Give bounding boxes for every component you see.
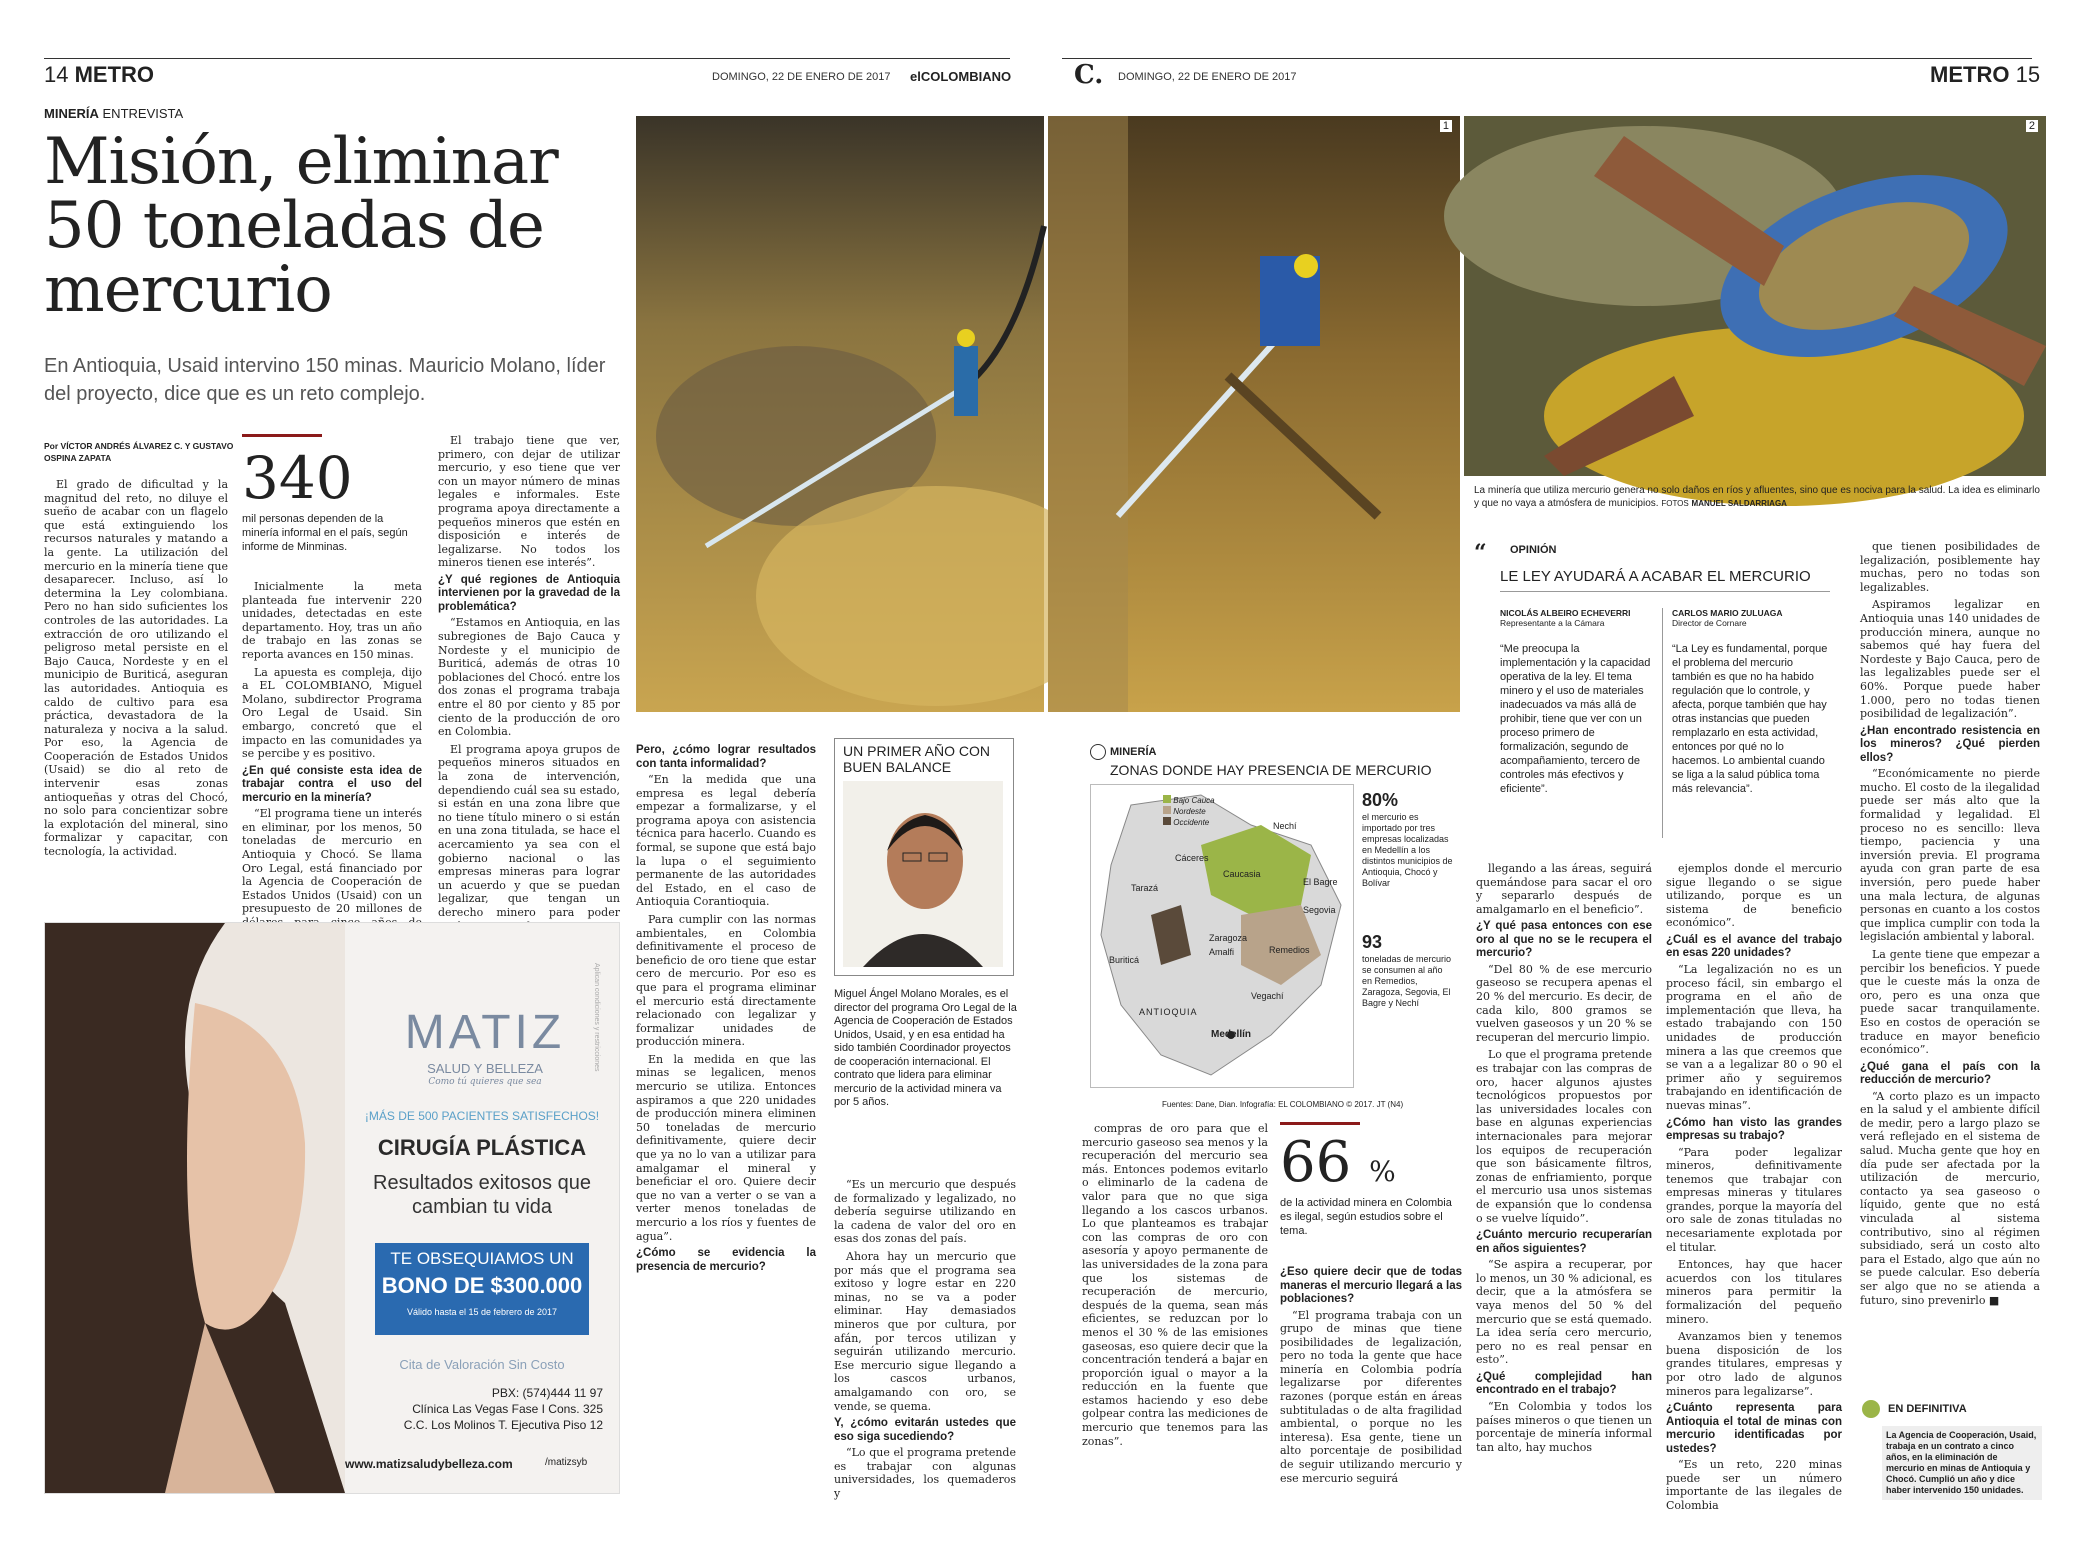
byline: Por VÍCTOR ANDRÉS ÁLVAREZ C. Y GUSTAVO OSPINA ZAPATA bbox=[44, 441, 234, 463]
place-segovia: Segovia bbox=[1303, 905, 1336, 915]
stat-accent bbox=[242, 434, 322, 437]
col-2: Inicialmente la meta planteada fue intervenir 220 unidades, detectadas en este departamento. Hoy, tras un año de trabajo en las zonas se reporta avances en 150 minas. La apuesta es compleja, dijo a EL COLOMBIANO, Miguel Molano, subdirector Programa Oro Legal de Usaid. Sin embargo, concretó que el impacto en las comunidades ya se percibe y es positivo. ¿En qué consiste esta idea de trabajar contra el uso del mercurio en la minería? “El programa tiene un interés en eliminar, por los menos, 50 toneladas de mercurio en Antioquia y Chocó. Se llama Oro Legal, está financiado por la Agencia de Cooperación de Estados Unidos (Usaid) con un presupuesto de 20 millones de bbox=[242, 580, 422, 916]
ad-valid: Válido hasta el 15 de febrero de 2017 bbox=[406, 1307, 558, 1317]
map-infographic bbox=[1086, 740, 1456, 1100]
col-1: El grado de dificultad y la magnitud del reto, no diluye el sueño de acabar con un flagelo que está extinguiendo los recursos naturales y matando a la gente. La utilización del mercurio en la minería tiene que desaparecer. Incluso, así lo determina la Ley colombiana. Pero no han sido suficientes los controles de las autoridades. La extracción de oro utilizando el peligroso metal persiste en el Bajo Cauca, Nordeste y en el municipio de Buriticá, aseguran las autoridades. Antioquia es caldo de cultivo para esa práctica, devastadora de la naturaleza y nociva a la salud. Por eso, la Agencia de Cooperación de Estados Unidos (Usaid) se dio al reto de intervenir esas zonas antioqueñas y otras del Chocó, no solo para concientizar sobre la explotación del mineral, sino formalizar y capacitar, con tecnología, la actividad. bbox=[44, 478, 228, 859]
dateline-right: DOMINGO, 22 DE ENERO DE 2017 bbox=[1118, 71, 1297, 83]
header-rule-right bbox=[1062, 58, 2032, 59]
ad-bono-box[interactable] bbox=[375, 1243, 589, 1335]
ad-matiz[interactable] bbox=[44, 922, 620, 1494]
photo-caption: La minería que utiliza mercurio genera no solo daños en ríos y afluentes, sino que es nociva para la salud. La idea es eliminarlo y que no vaya a atmósfera de municipios. FOTOS MANUEL SALDARRIAGA bbox=[1474, 485, 2040, 509]
place-caceres: Cáceres bbox=[1175, 853, 1209, 863]
deck: En Antioquia, Usaid intervino 150 minas. Mauricio Molano, líder del proyecto, dice que es un reto complejo. bbox=[44, 355, 606, 405]
quote-icon: “ bbox=[1474, 540, 1487, 566]
logo-c: C. bbox=[1074, 60, 1104, 90]
place-antioquia: ANTIOQUIA bbox=[1139, 1007, 1198, 1017]
en-definitiva-label: EN DEFINITIVA bbox=[1888, 1403, 1967, 1415]
stat-340-number: 340 bbox=[242, 444, 353, 512]
col-9: ejemplos donde el mercurio sigue llegando o se sigue utilizando, porque es un sistema de beneficio económico”. ¿Cuál es el avance del trabajo en esas 220 unidades? “La legalización no es un proceso fácil, sin embargo el programa en el año de implementación que lleva, ha estado trabajando con 150 unidades de producción minera a las que creemos que se van a a legalizar 80 o 90 el primer año y seguiremos trabajando en identificación de nuevas minas”. ¿Cómo han visto las grandes empresas su trabajo? “Para poder legalizar mineros, definitivamente tenemos que trabajar con empresas mineras y titulares grandes, porque la mayoría del oro sale de zonas tituladas no necesariamente explotada por el titular. Entonces, hay que hacer acuerdos con los titulares mineros para permitir la formalización del pequeño minero. Avanzamos bien y tenemos buena disposición de los grandes titulares, empresas y por otro lado de algunos mineros para legalizarse”. ¿Cuánto representa para Antioquia el total de minas con mercurio identificadas por ustedes? “Es un reto, 220 minas puede ser un número importante de las ilegales de Colombia bbox=[1666, 862, 1842, 1512]
col-4: Pero, ¿cómo lograr resultados con tanta informalidad? “En la medida que una empresa es legal debería empezar a formalizarse, y el programa apoya con asistencia técnica para hacerlo. Cuando es formal, se supone que está bajo la lupa o el seguimiento permanente de las autoridades del Estado, en el caso de Antioquia Corantioquia. Para cumplir con las normas ambientales, en Colombia definitivamente el proceso de beneficio de oro tiene que estar cero de mercurio. Por eso es que para el programa eliminar el mercurio está directamente relacionado con legalizar y formalizar unidades de producción minera. En la medida en que las minas se legalicen, menos mercurio se utiliza. Entonces aspiramos a que 220 unidades de producción minera eliminen 50 toneladas de mercurio definitivamente, quiere decir que ya no lo van a utilizar para amalgamar el mineral y beneficiar el oro. Quiere decir que no van a verter o se van a verter menos toneladas de mercurio a los ríos y fuentes de agua”. ¿Cómo se evidencia la presencia de mercurio? bbox=[636, 744, 816, 1273]
map-source: Fuentes: Dane, Dian. Infografía: EL COLOMBIANO © 2017. JT (N4) bbox=[1162, 1100, 1404, 1109]
photo-hands-bowl bbox=[1464, 116, 2046, 476]
place-vegachi: Vegachí bbox=[1251, 991, 1284, 1001]
en-definitiva-text: La Agencia de Cooperación, Usaid, trabaja en un contrato a cinco años, en la eliminación de mercurio en minas de Antioquia y Chocó. Cumplió un año y dice haber intervenido 150 unidades. bbox=[1882, 1426, 2042, 1500]
ad-brand-tag: Como tú quieres que sea bbox=[428, 1077, 542, 1087]
map-legend: Bajo Cauca Nordeste Occidente bbox=[1163, 795, 1215, 828]
ad-bono: BONO DE $300.000 bbox=[381, 1273, 583, 1298]
stat-66-accent bbox=[1280, 1122, 1360, 1125]
profile-caption: Miguel Ángel Molano Morales, es el director del programa Oro Legal de la Agencia de Cooperación de Estados Unidos, Usaid, y en esa entidad ha sido también Coordinador proyectos de cooperación internacional. El contrato que lidera para eliminar mercurio de la actividad minera va por 5 años. bbox=[834, 988, 1017, 1108]
opinion-label: OPINIÓN bbox=[1510, 544, 1557, 556]
opinion-title: LE LEY AYUDARÁ A ACABAR EL MERCURIO bbox=[1500, 568, 1830, 592]
ad-service: CIRUGÍA PLÁSTICA bbox=[377, 1135, 587, 1160]
col-3: El trabajo tiene que ver, primero, con dejar de utilizar mercurio, y eso tiene que ver con un mayor número de minas legales e informales. Este programa apoya directamente a pequeños mineros que estén en disposición e interés de legalizarse. No todos los mineros tienen ese interés”. ¿Y qué regiones de Antioquia intervienen por la gravedad de la problemática? “Estamos en Antioquia, en las subregiones de Bajo Cauca y Nordeste y el municipio de Buriticá, además de otras 10 poblaciones del Chocó. entre los dos zonas el programa trabaja entre el 80 por ciento y 85 por ciento de la producción de oro en Colombia. El programa apoya grupos de pequeños mineros situados en la zona de intervención, dependiendo cuál sea su estado, si están en una zona libre que no tiene título minero o si están en una zona titulada, se hace el acercamiento ya sea con el gobierno nacional o las empresas mineras para lograr un acuerdo y que se puedan legalizar, que tengan un derecho minero para poder bbox=[438, 434, 620, 919]
map-stat2-text: toneladas de mercurio se consumen al año en Remedios, Zaragoza, Segovia, El Bagre y Nechí bbox=[1362, 954, 1452, 1008]
pickaxe-icon bbox=[1090, 744, 1106, 760]
kicker: MINERÍA ENTREVISTA bbox=[44, 106, 184, 121]
stat-340-text: mil personas dependen de la minería informal en el país, según informe de Minminas. bbox=[242, 513, 408, 553]
photo-number-1: 1 bbox=[1440, 120, 1452, 132]
ad-phone: PBX: (574)444 11 97 bbox=[491, 1386, 603, 1400]
place-nechi: Nechí bbox=[1273, 821, 1297, 831]
col-7: ¿Eso quiere decir que de todas maneras el mercurio llegará a las poblaciones? “El programa trabaja con un grupo de minas que tiene posibilidades de legalización, pero no toda la gente que hace minería en Colombia podría legalizarse por diferentes razones (porque están en áreas subtituladas o de alta fragilidad ambiental, o porque no les interesa). Esa gente, tiene un alto porcentaje de posibilidad de seguir utilizando mercurio y ese mercurio seguirá bbox=[1280, 1266, 1462, 1485]
opinion-author-2: CARLOS MARIO ZULUAGA Director de Cornare “La Ley es fundamental, porque el problema del mercurio también es que no ha habido regulación que lo controle, y afecta, porque también que hay otras instancias que pueden remplazarlo en esta actividad, entonces por qué no lo hacemos. Lo ambiental cuando se liga a la salud pública toma más relevancia”. bbox=[1672, 608, 1828, 795]
map-kicker: MINERÍA bbox=[1110, 746, 1157, 758]
ad-address: C.C. Los Molinos T. Ejecutiva Piso 12 bbox=[403, 1418, 603, 1432]
opinion-divider bbox=[1662, 608, 1663, 838]
ad-cita: Cita de Valoración Sin Costo bbox=[399, 1357, 565, 1372]
check-icon bbox=[1862, 1400, 1880, 1418]
headline: Misión, eliminar 50 toneladas de mercurio bbox=[44, 125, 558, 327]
stat-66-text: de la actividad minera en Colombia es ilegal, según estudios sobre el tema. bbox=[1280, 1197, 1452, 1237]
ad-brand-sub: SALUD Y BELLEZA bbox=[427, 1061, 543, 1076]
page-folio-right: METRO 15 bbox=[1930, 62, 2041, 87]
map-stat2-value: 93 bbox=[1362, 932, 1383, 952]
map-stat1-value: 80% bbox=[1362, 790, 1399, 810]
ad-model-image bbox=[45, 923, 345, 1493]
col-5: “Es un mercurio que después de formalizado y legalizado, no debería seguirse utilizando en la cadena de valor del oro en esas dos zonas del país. Ahora hay un mercurio que por más que el programa sea exitoso y logre estar en 220 minas, no se va a poder eliminar. Hay demasiados mineros que por cultura, por afán, por tercos utilizan y seguirán utilizando mercurio. Ese mercurio sigue llegando a los cascos urbanos, amalgamando con oro, se vende, se quema. Y, ¿cómo evitarán ustedes que eso siga sucediendo? “Lo que el programa pretende es trabajar con algunas universidades, los quemaderos y bbox=[834, 1178, 1016, 1500]
profile-photo bbox=[843, 781, 1003, 967]
photo-mining-hose bbox=[636, 116, 1044, 712]
opinion-author-1: NICOLÁS ALBEIRO ECHEVERRI Representante a la Cámara “Me preocupa la implementación y la capacidad operativa de la ley. El tema minero y el uso de materiales inadecuados va más allá de prohibir, tiene que ver con un proceso primero de formalización, segundo de acompañamiento, tercero de controles más efectivos y eficiente”. bbox=[1500, 608, 1651, 795]
ad-web-link[interactable]: www.matizsaludybelleza.com bbox=[345, 1457, 513, 1471]
ad-brand: MATIZ bbox=[404, 1006, 566, 1059]
ad-social-link[interactable]: /matizsyb bbox=[545, 1457, 588, 1468]
ad-gift: TE OBSEQUIAMOS UN bbox=[390, 1249, 574, 1268]
stat-66: 66 % bbox=[1280, 1130, 1396, 1195]
place-caucasia: Caucasia bbox=[1223, 869, 1261, 879]
ad-clinic: Clínica Las Vegas Fase I Cons. 325 bbox=[412, 1402, 603, 1416]
ad-legal: Aplican condiciones y restricciones bbox=[593, 963, 600, 1072]
en-definitiva-box bbox=[1860, 1400, 2040, 1504]
map-stat1-text: el mercurio es importado por tres empresas localizadas en Medellín a los distintos municipios de Antioquia, Chocó y Bolívar bbox=[1362, 812, 1453, 888]
header-rule-left bbox=[44, 58, 1010, 59]
place-amalfi: Amalfi bbox=[1209, 947, 1235, 957]
profile-title: UN PRIMER AÑO CON BUEN BALANCE bbox=[843, 743, 991, 775]
col-6: compras de oro para que el mercurio gaseoso sea menos y la recuperación del mercurio sea más. Entonces podemos evitarlo o eliminarlo de la cadena de valor para que no que siga llegando a los cascos urbanos. Lo que planteamos es trabajar con las compras de oro con asesoría y apoyo permanente de las universidades de la zona para que los sistemas de recuperación de mercurio, después de la quema, sean más eficientes, se reduzcan por lo menos el 30 % de las emisiones gaseosas, eso quiere decir que la concentración tenderá a bajar en proporción igual o mayor a la reducción en la fuente que estamos haciendo y eso debe golpear contra las mediciones de mercurio que tenemos para las zonas”. bbox=[1082, 1122, 1268, 1448]
ad-tagline: Resultados exitosos que cambian tu vida bbox=[373, 1172, 591, 1218]
dateline-left: DOMINGO, 22 DE ENERO DE 2017 bbox=[712, 71, 891, 83]
photo-mining-worker bbox=[1048, 116, 1460, 712]
map-title: ZONAS DONDE HAY PRESENCIA DE MERCURIO bbox=[1110, 762, 1432, 778]
brand-left: elCOLOMBIANO bbox=[910, 69, 1012, 84]
photo-number-2: 2 bbox=[2026, 120, 2038, 132]
ad-patients: ¡MÁS DE 500 PACIENTES SATISFECHOS! bbox=[364, 1109, 600, 1123]
place-zaragoza: Zaragoza bbox=[1209, 933, 1248, 943]
ad-contact bbox=[345, 1385, 603, 1433]
place-remedios: Remedios bbox=[1269, 945, 1310, 955]
place-medellin: Medellín bbox=[1211, 1029, 1252, 1040]
place-buritica: Buriticá bbox=[1109, 955, 1140, 965]
col-8: llegando a las áreas, seguirá quemándose para sacar el oro y separarlo después de amalgamarlo en el beneficio”. ¿Y qué pasa entonces con ese oro al que no se le recupera el mercurio? “Del 80 % de ese mercurio gaseoso se recupera apenas el 20 % del mercurio. Es decir, de cada kilo, 800 gramos se vuelven gaseosos y un 20 % se recuperan del mercurio limpio. Lo que el programa pretende es trabajar con las compras de oro, hacer algunos ajustes tecnológicos propuestos por las universidades locales con base en algunas experiencias internacionales para mejorar los equipos de recuperación que son básicamente filtros, zonas de enfriamiento, porque el mercurio usa unos sistemas de expansión que lo condensa o se vuelve líquido”. ¿Cuánto mercurio recuperarían en años siguientes? “Se aspira a recuperar, por lo menos, un 30 % adicional, es decir, que a la atmósfera se vaya menos del 50 % del mercurio que se está quemado. La idea sería cero mercurio, pero no es real pensar en esto”. ¿Qué complejidad han encontrado en el trabajo? “En Colombia y todos los países mineros o que tienen un porcentaje de minería informal tan alto, hay muchos bbox=[1476, 862, 1652, 1454]
place-taraza: Tarazá bbox=[1131, 883, 1159, 893]
profile-box bbox=[834, 738, 1014, 976]
opinion-box bbox=[1474, 540, 1836, 850]
place-el-bagre: El Bagre bbox=[1303, 877, 1338, 887]
page-folio-left: 14 METRO bbox=[44, 62, 155, 87]
map-frame bbox=[1090, 784, 1354, 1088]
col-10: que tienen posibilidades de legalización, posiblemente hay muchas, pero no todas son legalizables. Aspiramos legalizar en Antioquia unas 140 unidades de producción minera, aunque no sabemos qué hay fuera del Nordeste y Bajo Cauca, pero de las legalizables puede ser el 60%. Porque puede haber 1.000, pero no todas tienen posibilidad de legalización”. ¿Han encontrado resistencia en los mineros? ¿Qué pierden ellos? “Económicamente no pierde mucho. El costo de la ilegalidad puede ser más alto que la formalidad y legalidad. El proceso no es sencillo: lleva tiempo, paciencia y una inversión previa. El programa ayuda con gran parte de esa inversión, pero puede haber una mala lectura, de algunas personas en cuanto a los costos que implica cumplir con toda la legislación ambiental y laboral. La gente tiene que empezar a percibir los beneficios. Y puede que le cueste más la onza de oro, pero es una onza que puede sacar tranquilamente. Eso en costos de operación se traduce en mayor beneficio económico”. ¿Qué gana el país con la reducción de mercurio? “A corto plazo es un impacto en la salud y el ambiente difícil de medir, pero a largo plazo se verá reflejado en el sistema de salud. Mucha gente que hoy en día pude ser afectada por la utilización de mercurio, contacto ya sea gaseoso o líquido, gente que no está vinculada al sistema contributivo, sino al régimen subsidiado, será un costo alto para el Estado, algo que aún no se puede calcular. Eso debería ser algo que no se atienda a futuro, sino prevenirlo ■ bbox=[1860, 540, 2040, 1307]
